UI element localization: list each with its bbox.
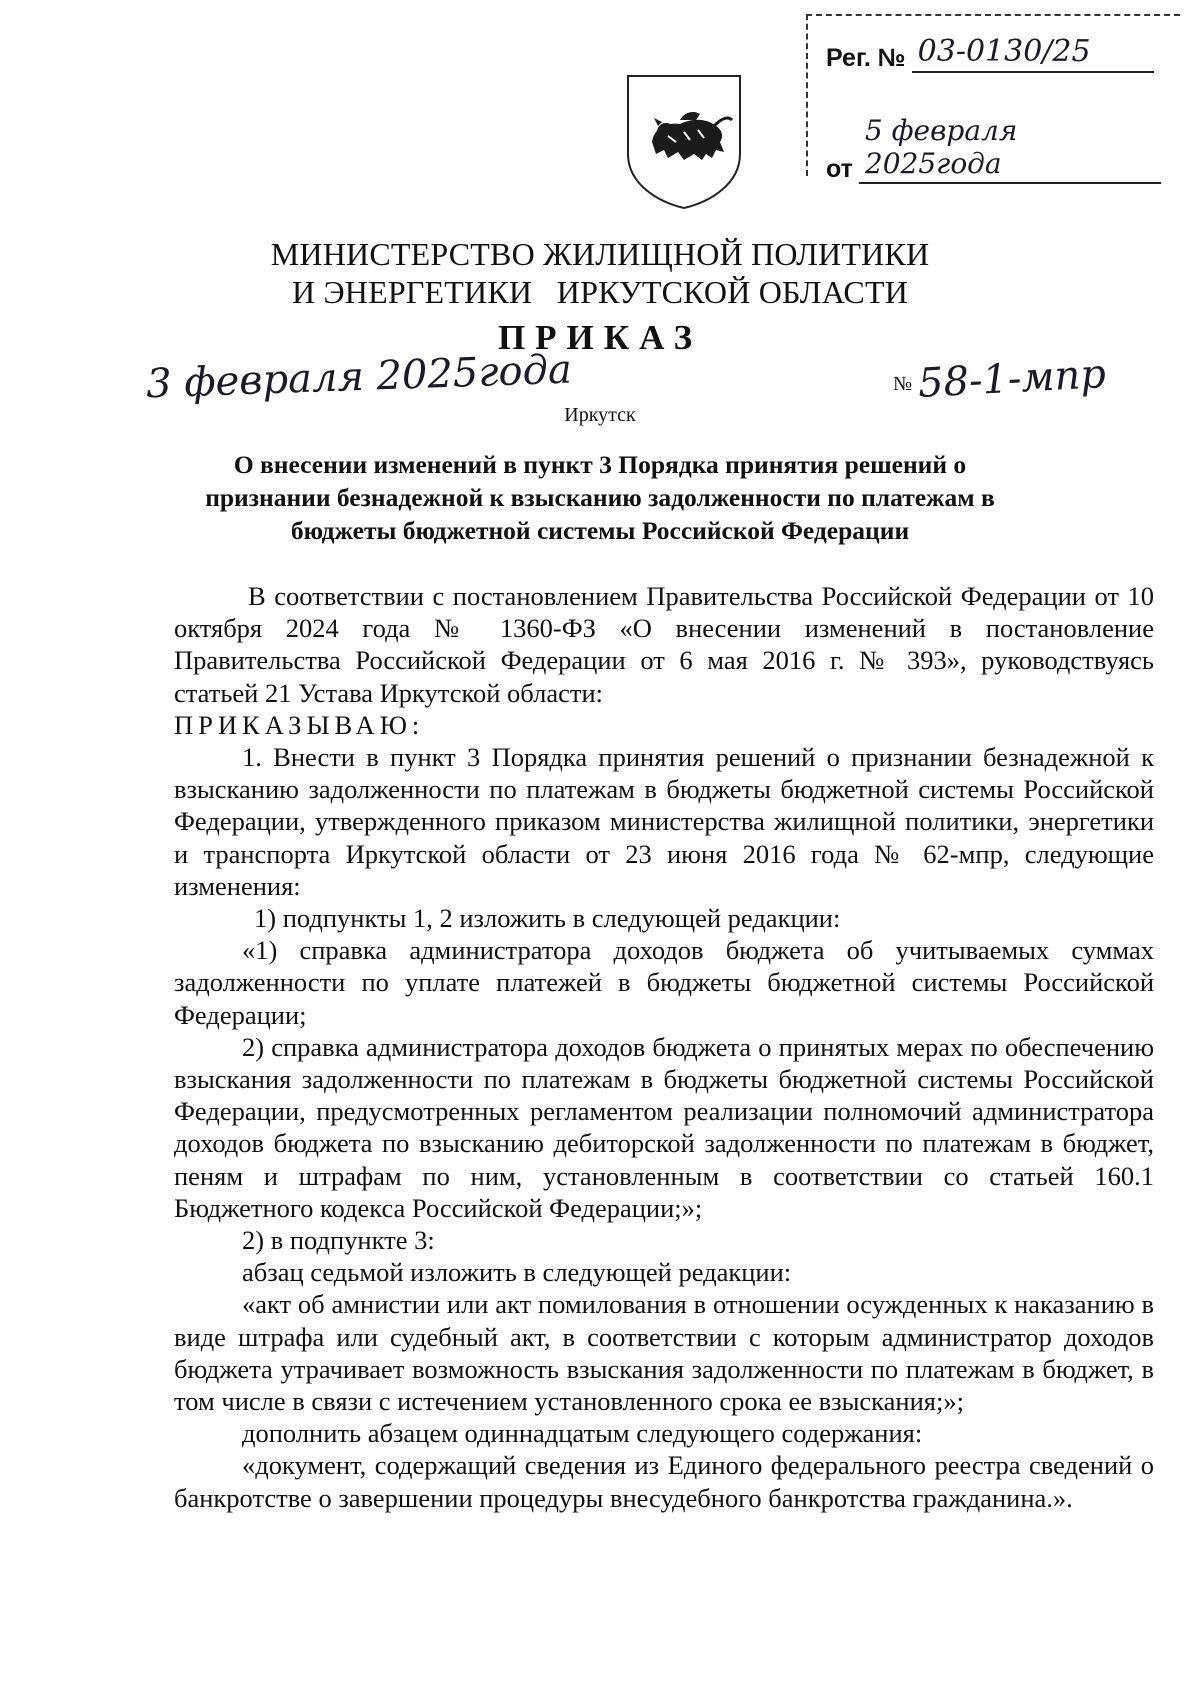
body-paragraph-quote-3: «акт об амнистии или акт помилования в отношении осужденных к наказанию в виде штрафа или судебный акт, в соответствии с которым администратор доходов бюджета утрачивает возможность взыскания задолженности по платежам в бюджет, в том числе в связи с истечением установленного срока ее взыскания;»; [174, 1289, 1154, 1417]
stamp-from-label: от [826, 155, 853, 183]
order-city: Иркутск [564, 404, 636, 426]
body-paragraph-quote-2: 2) справка администратора доходов бюджета о принятых мерах по обеспечению взыскания задолженности по платежам в бюджеты бюджетной системы Российской Федерации, предусмотренных регламентом реализации полномочий администратора доходов бюджета по взысканию дебиторской задолженности по платежам в бюджет, пеням и штрафам по ним, установленным в соответствии со статьей 160.1 Бюджетного кодекса Российской Федерации;»; [174, 1031, 1154, 1223]
body-paragraph-preamble: В соответствии с постановлением Правительства Российской Федерации от 10 октября 2024 года № 1360-ФЗ «О внесении изменений в постановление Правительства Российской Федерации от 6 мая 2016 г. № 393», руководствуясь статьей 21 Устава Иркутской области: [174, 581, 1154, 708]
body-paragraph-item-1: 1. Внести в пункт 3 Порядка принятия решений о признании безнадежной к взысканию задолженности по платежам в бюджеты бюджетной системы Российской Федерации, утвержденного приказом министерства жилищной политики, энергетики и транспорта Иркутской области от 23 июня 2016 года № 62-мпр, следующие изменения: [174, 742, 1154, 901]
order-date-handwritten: 3 февраля 2025года [145, 346, 573, 408]
body-paragraph-order-word: ПРИКАЗЫВАЮ: [174, 709, 425, 740]
body-paragraph-abzac-11: дополнить абзацем одиннадцатым следующего содержания: [242, 1418, 923, 1449]
ministry-name-line2: И ЭНЕРГЕТИКИ ИРКУТСКОЙ ОБЛАСТИ [291, 274, 909, 310]
ministry-name-line1: МИНИСТЕРСТВО ЖИЛИЩНОЙ ПОЛИТИКИ [270, 236, 930, 272]
stamp-reg-number: 03-0130/25 [912, 34, 1154, 73]
stamp-reg-row [826, 34, 1154, 73]
document-body [174, 580, 1154, 1514]
order-number-area [893, 351, 1108, 407]
body-paragraph-subitem-2: 2) в подпункте 3: [242, 1225, 435, 1256]
order-number-handwritten: 58-1-мпр [917, 351, 1108, 407]
stamp-reg-label: Рег. № [826, 44, 906, 72]
coat-of-arms-icon [624, 72, 744, 210]
document-heading: О внесении изменений в пункт 3 Порядка принятия решений о признании безнадежной к взысканию задолженности по платежам в бюджеты бюджетной системы Российской Федерации [205, 450, 995, 545]
stamp-from-date: 5 февраля 2025года [859, 114, 1161, 184]
body-paragraph-quote-4: «документ, содержащий сведения из Единого федерального реестра сведений о банкротстве о завершении процедуры внесудебного банкротства гражданина.». [174, 1450, 1154, 1513]
stamp-date-row [826, 114, 1161, 184]
body-paragraph-quote-1: «1) справка администратора доходов бюджета об учитываемых суммах задолженности по уплате платежей в бюджеты бюджетной системы Российской Федерации; [174, 935, 1154, 1030]
body-paragraph-abzac-7: абзац седьмой изложить в следующей редакции: [242, 1257, 792, 1288]
order-title: ПРИКАЗ [497, 318, 703, 357]
order-number-sign: № [893, 373, 913, 395]
registration-stamp [806, 14, 1180, 183]
body-paragraph-subitem-1: 1) подпункты 1, 2 изложить в следующей редакции: [254, 903, 841, 934]
